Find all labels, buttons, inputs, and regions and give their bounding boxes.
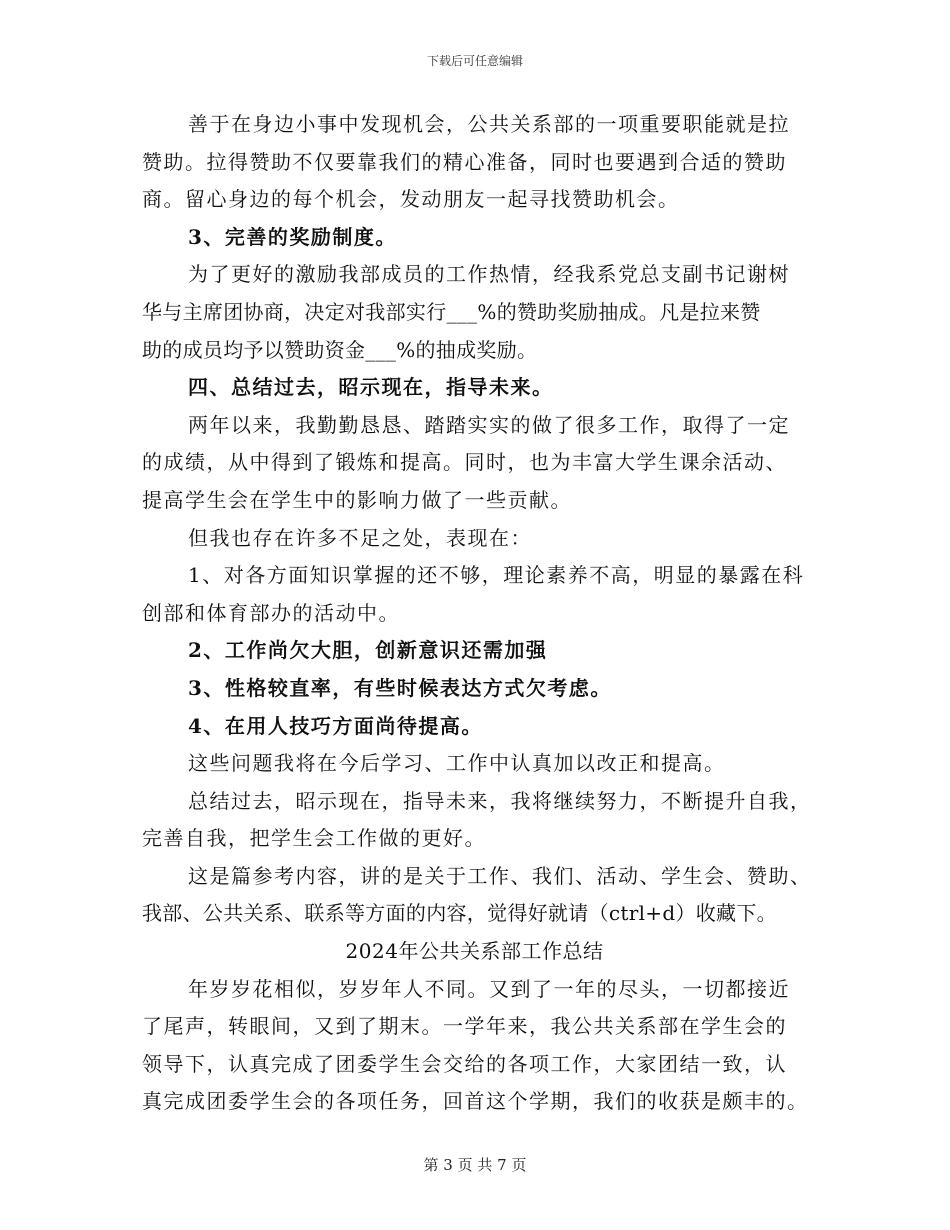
paragraph-line: 了尾声，转眼间，又到了期末。一学年来，我公共关系部在学生会的 bbox=[142, 1014, 787, 1039]
document-body bbox=[142, 106, 812, 1121]
section-title: 2024年公共关系部工作总结 bbox=[345, 939, 604, 964]
paragraph-line: 赞助。拉得赞助不仅要靠我们的精心准备，同时也要遇到合适的赞助 bbox=[142, 149, 787, 174]
paragraph-line: 提高学生会在学生中的影响力做了一些贡献。 bbox=[142, 487, 572, 512]
paragraph-line: 完善自我，把学生会工作做的更好。 bbox=[142, 826, 486, 851]
bold-heading-line: 3、完善的奖励制度。 bbox=[188, 224, 397, 249]
bold-heading-line: 3、性格较直率，有些时候表达方式欠考虑。 bbox=[188, 675, 612, 700]
paragraph-line: 为了更好的激励我部成员的工作热情，经我系党总支副书记谢树 bbox=[188, 262, 790, 287]
paragraph-line: 创部和体育部办的活动中。 bbox=[142, 600, 400, 625]
paragraph-line: 领导下，认真完成了团委学生会交给的各项工作，大家团结一致，认 bbox=[142, 1051, 787, 1076]
paragraph-line: 真完成团委学生会的各项任务，回首这个学期，我们的收获是颇丰的。 bbox=[142, 1089, 809, 1114]
paragraph-line: 的成绩，从中得到了锻炼和提高。同时，也为丰富大学生课余活动、 bbox=[142, 450, 787, 475]
bold-heading-line: 2、工作尚欠大胆，创新意识还需加强 bbox=[188, 638, 548, 663]
paragraph-line: 但我也存在许多不足之处，表现在： bbox=[188, 525, 532, 550]
paragraph-line: 1、对各方面知识掌握的还不够，理论素养不高，明显的暴露在科 bbox=[188, 563, 805, 588]
paragraph-line: 这些问题我将在今后学习、工作中认真加以改正和提高。 bbox=[188, 751, 726, 776]
paragraph-line: 我部、公共关系、联系等方面的内容，觉得好就请（ctrl+d）收藏下。 bbox=[142, 901, 777, 926]
paragraph-line: 总结过去，昭示现在，指导未来，我将继续努力，不断提升自我， bbox=[188, 788, 812, 813]
paragraph-line: 两年以来，我勤勤恳恳、踏踏实实的做了很多工作，取得了一定 bbox=[188, 412, 790, 437]
bold-heading-line: 四、总结过去，昭示现在，指导未来。 bbox=[188, 375, 554, 400]
paragraph-line: 善于在身边小事中发现机会，公共关系部的一项重要职能就是拉 bbox=[188, 112, 790, 136]
page-header-note: 下载后可任意编辑 bbox=[426, 54, 523, 68]
paragraph-line: 商。留心身边的每个机会，发动朋友一起寻找赞助机会。 bbox=[142, 187, 680, 212]
paragraph-line: 华与主席团协商，决定对我部实行___%的赞助奖励抽成。凡是拉来赞 bbox=[142, 299, 761, 324]
page-number: 第 3 页 共 7 页 bbox=[423, 1156, 527, 1174]
paragraph-line: 助的成员均予以赞助资金___%的抽成奖励。 bbox=[142, 337, 538, 362]
paragraph-line: 这是篇参考内容，讲的是关于工作、我们、活动、学生会、赞助、 bbox=[188, 863, 812, 888]
bold-heading-line: 4、在用人技巧方面尚待提高。 bbox=[188, 713, 483, 738]
paragraph-line: 年岁岁花相似，岁岁年人不同。又到了一年的尽头，一切都接近 bbox=[188, 976, 790, 1001]
